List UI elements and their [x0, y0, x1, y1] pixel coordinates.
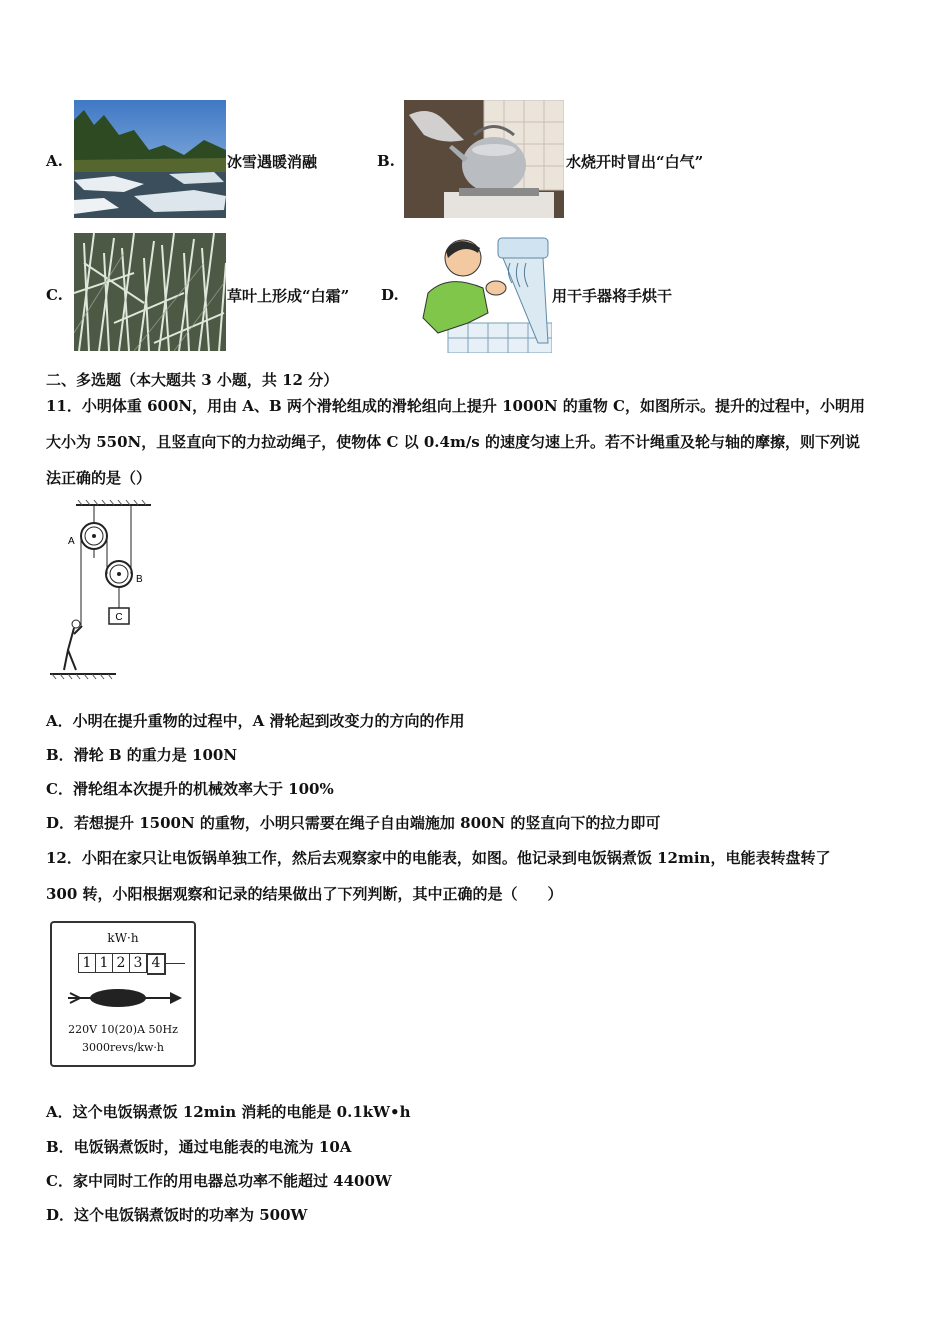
melting-ice-photo	[74, 100, 226, 218]
boiling-kettle-photo	[404, 100, 564, 218]
meter-digit: 1	[78, 953, 96, 973]
meter-rotating-disc	[66, 983, 184, 1013]
question-11-option-b: B．滑轮 B 的重力是 100N	[46, 746, 238, 764]
option-caption-c: 草叶上形成“白霜”	[227, 287, 350, 305]
meter-unit: kW·h	[107, 931, 139, 945]
option-letter-b: B.	[377, 152, 395, 170]
section-heading: 二、多选题（本大题共 3 小题，共 12 分）	[46, 371, 339, 389]
question-11-option-c: C．滑轮组本次提升的机械效率大于 100%	[46, 780, 334, 798]
question-11-option-a: A．小明在提升重物的过程中，A 滑轮起到改变力的方向的作用	[46, 712, 465, 730]
frost-grass-photo	[74, 233, 226, 351]
option-caption-b: 水烧开时冒出“白气”	[566, 153, 704, 171]
option-caption-d: 用干手器将手烘干	[552, 287, 673, 305]
meter-spec-line-2: 3000revs/kw·h	[82, 1041, 164, 1054]
meter-spec-line-1: 220V 10(20)A 50Hz	[68, 1023, 178, 1036]
option-letter-a: A.	[46, 152, 63, 170]
hand-dryer-illustration	[408, 233, 552, 353]
meter-digits	[78, 953, 166, 975]
figure-label-a: A	[68, 536, 75, 547]
option-letter-c: C.	[46, 286, 63, 304]
question-12-option-b: B．电饭锅煮饭时，通过电能表的电流为 10A	[46, 1138, 352, 1156]
pulley-system-figure	[46, 500, 156, 680]
question-12-option-c: C．家中同时工作的用电器总功率不能超过 4400W	[46, 1172, 392, 1190]
question-11-line-2: 大小为 550N，且竖直向下的力拉动绳子，使物体 C 以 0.4m/s 的速度匀速上升。若不计绳重及轮与轴的摩擦，则下列说	[46, 433, 860, 451]
option-letter-d: D.	[381, 286, 399, 304]
meter-digit: 2	[113, 953, 130, 973]
question-11-line-1: 11．小明体重 600N，用由 A、B 两个滑轮组成的滑轮组向上提升 1000N 的重物 C，如图所示。提升的过程中，小明用	[46, 397, 865, 415]
figure-label-c: C	[115, 612, 123, 623]
question-12-line-1: 12．小阳在家只让电饭锅单独工作，然后去观察家中的电能表，如图。他记录到电饭锅煮饭 12min，电能表转盘转了	[46, 849, 831, 867]
meter-pointer-line	[165, 963, 185, 964]
meter-digit: 1	[96, 953, 113, 973]
question-12-line-2: 300 转，小阳根据观察和记录的结果做出了下列判断，其中正确的是（ ）	[46, 885, 563, 903]
question-11-option-d: D．若想提升 1500N 的重物，小明只需要在绳子自由端施加 800N 的竖直向下的拉力即可	[46, 814, 661, 832]
question-11-line-3: 法正确的是（）	[46, 469, 152, 487]
question-12-option-d: D．这个电饭锅煮饭时的功率为 500W	[46, 1206, 308, 1224]
figure-label-b: B	[136, 574, 143, 585]
meter-digit: 4	[147, 953, 166, 975]
meter-digit: 3	[130, 953, 147, 973]
electric-meter-figure	[50, 921, 196, 1067]
option-caption-a: 冰雪遇暖消融	[227, 153, 318, 171]
question-12-option-a: A．这个电饭锅煮饭 12min 消耗的电能是 0.1kW•h	[46, 1103, 411, 1121]
